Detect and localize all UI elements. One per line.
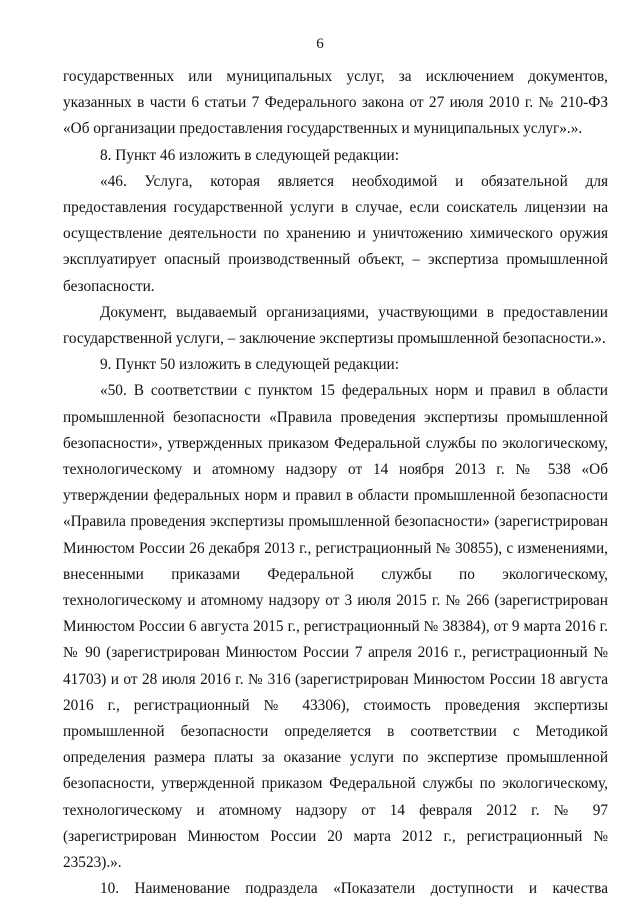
paragraph-point-46: «46. Услуга, которая является необходимой и обязательной для предоставления государственной услуги в случае, если соискатель лицензии на осуществление деятельности по хранению и уничтожению химического оружия эксплуатирует опасный производственный объект, – экспертиза промышленной безопасности. xyxy=(63,172,608,295)
paragraph-point-50: «50. В соответствии с пунктом 15 федеральных норм и правил в области промышленной безопасности «Правила проведения экспертизы промышленной безопасности», утвержденных приказом Федеральной службы по экологическому, технологическому и атомному надзору от 14 ноября 2013 г. № 538 «Об утверждении федеральных норм и правил в области промышленной безопасности «Правила проведения экспертизы промышленной безопасности» (зарегистрирован Минюстом России 26 декабря 2013 г., регистрационный № 30855), с изменениями, внесенными приказами Федеральной службы по экологическому, технологическому и атомному надзору от 3 июля 2015 г. № 266 (зарегистрирован Минюстом России 6 августа 2015 г., регистрационный № 38384), от 9 марта 2016 г. № 90 (зарегистрирован Минюстом России 7 апреля 2016 г., регистрационный № 41703) и от 28 июля 2016 г. № 316 (зарегистрирован Минюстом России 18 августа 2016 г., регистрационный № 43306), стоимость проведения экспертизы промышленной безопасности определяется в соответствии с Методикой определения размера платы за оказание услуги по экспертизе промышленной безопасности, утвержденной приказом Федеральной службы по экологическому, технологическому и атомному надзору от 14 февраля 2012 г. № 97 (зарегистрирован Минюстом России 20 марта 2012 г., регистрационный № 23523).». xyxy=(63,382,608,872)
paragraph-continuation: государственных или муниципальных услуг, за исключением документов, указанных в части 6 статьи 7 Федерального закона от 27 июля 2010 г. № 210-ФЗ «Об организации предоставления государственных и муниципальных услуг».». xyxy=(63,68,608,138)
paragraph-document: Документ, выдаваемый организациями, участвующими в предоставлении государственной услуги, – заключение экспертизы промышленной безопасности.». xyxy=(63,303,608,348)
page-number: 6 xyxy=(316,36,324,52)
paragraph-item-8: 8. Пункт 46 изложить в следующей редакции: xyxy=(100,146,399,164)
paragraph-item-9: 9. Пункт 50 изложить в следующей редакции: xyxy=(100,356,399,374)
paragraph-item-10: 10. Наименование подраздела «Показатели доступности и качества xyxy=(100,880,608,898)
document-body xyxy=(63,64,608,903)
